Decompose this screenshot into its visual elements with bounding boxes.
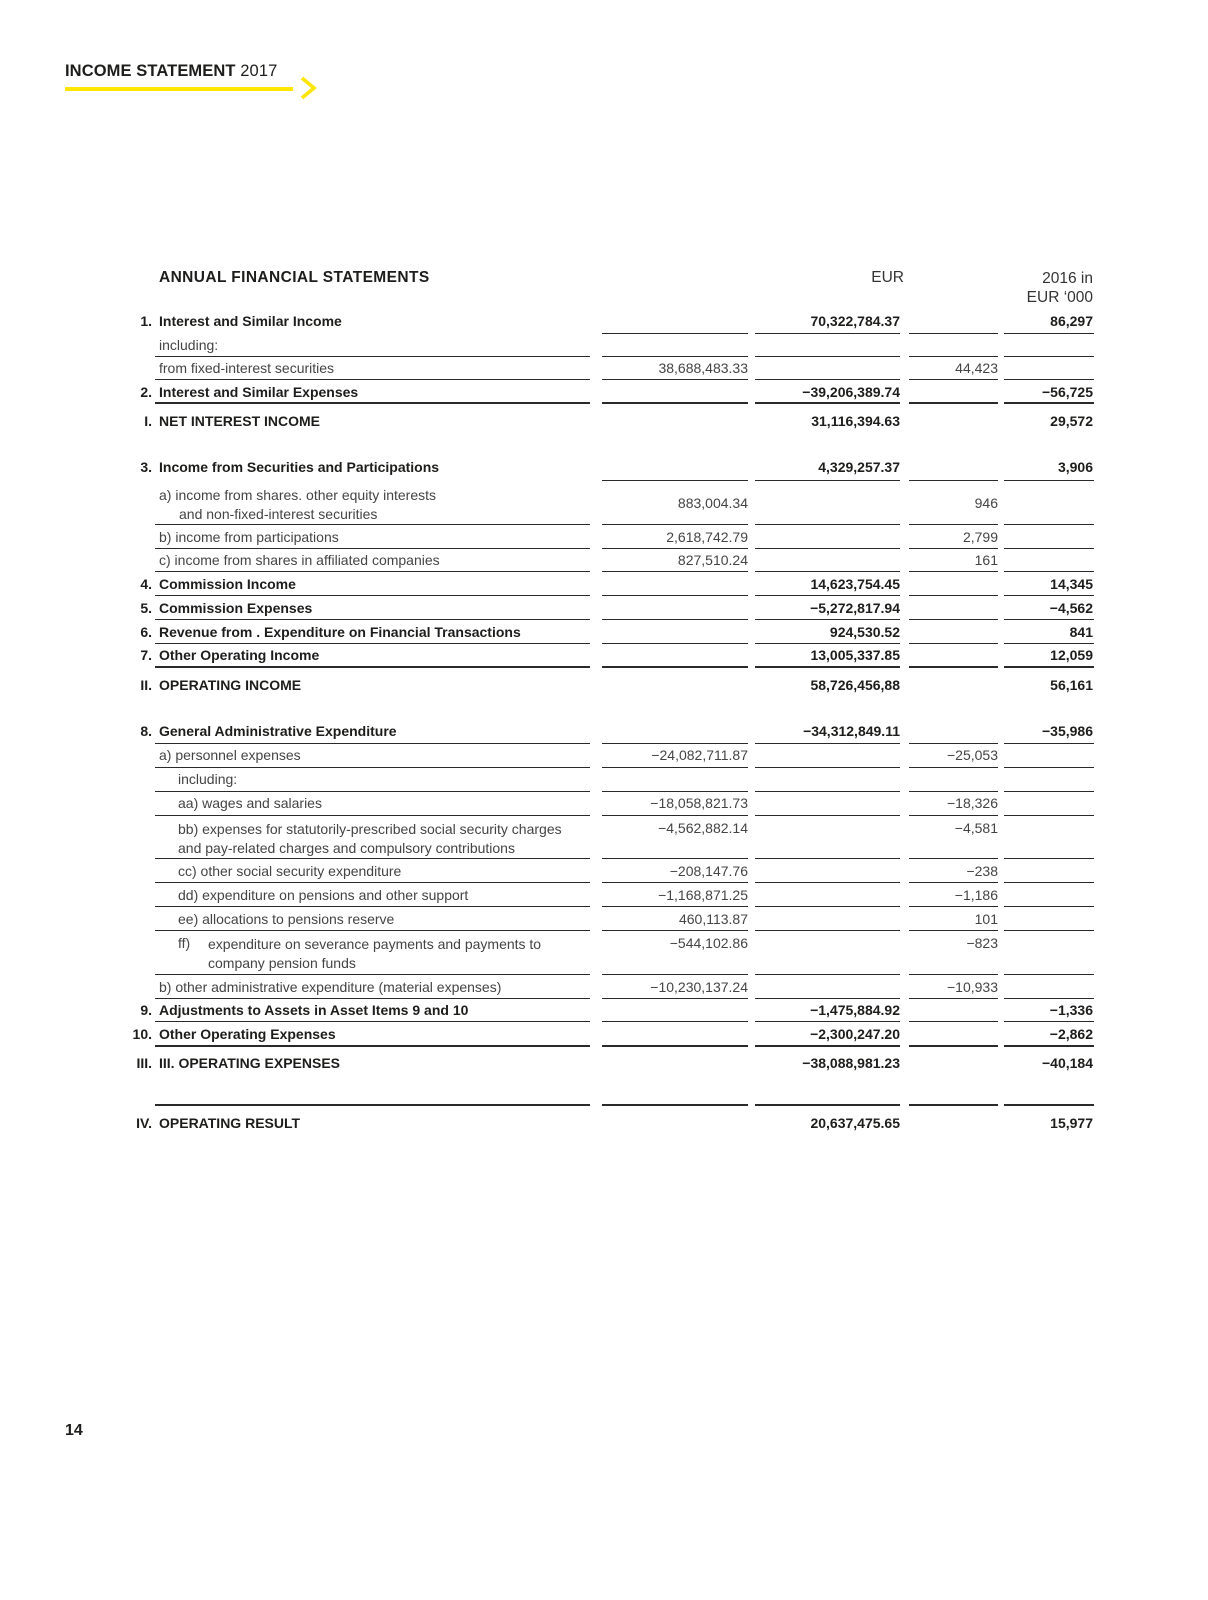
page-number: 14 [65, 1422, 83, 1439]
row-divider [602, 643, 748, 644]
row-divider [909, 743, 998, 744]
table-title: ANNUAL FINANCIAL STATEMENTS [159, 269, 430, 286]
row-divider [602, 548, 748, 549]
row-divider [755, 858, 900, 859]
row-divider [155, 356, 590, 357]
row-divider [1004, 974, 1094, 975]
row-divider [755, 815, 900, 816]
page-header [65, 62, 277, 81]
row-divider [755, 571, 900, 572]
row-divider [755, 333, 900, 334]
row-divider [1004, 379, 1094, 380]
row-divider [155, 666, 590, 668]
row-divider [155, 1045, 590, 1047]
row-divider [909, 666, 998, 668]
row-divider [1004, 858, 1094, 859]
row-divider [1004, 882, 1094, 883]
row-divider [1004, 356, 1094, 357]
row-divider [155, 379, 590, 380]
row-divider [602, 743, 748, 744]
row-divider [602, 356, 748, 357]
row-divider [155, 882, 590, 883]
row-divider [1004, 595, 1094, 596]
row-divider [155, 858, 590, 859]
row-divider [909, 595, 998, 596]
row-divider [1004, 1045, 1094, 1047]
row-divider [909, 815, 998, 816]
row-divider [155, 998, 590, 999]
row-divider [909, 356, 998, 357]
row-divider [155, 643, 590, 644]
row-divider [602, 379, 748, 380]
row-divider [155, 571, 590, 572]
row-divider [602, 906, 748, 907]
row-divider [909, 548, 998, 549]
row-divider [909, 998, 998, 999]
row-divider [602, 767, 748, 768]
row-divider [909, 974, 998, 975]
row-divider [755, 524, 900, 525]
row-divider [602, 402, 748, 404]
row-divider [755, 1021, 900, 1022]
row-divider [755, 906, 900, 907]
row-divider [909, 524, 998, 525]
row-divider [909, 379, 998, 380]
row-divider [755, 356, 900, 357]
row-divider [755, 402, 900, 404]
page-title: INCOME STATEMENT 2017 [65, 62, 278, 80]
row-divider [1004, 815, 1094, 816]
row-divider [909, 619, 998, 620]
row-divider [909, 402, 998, 404]
row-divider [755, 767, 900, 768]
row-divider [909, 767, 998, 768]
row-divider [155, 524, 590, 525]
row-divider [909, 858, 998, 859]
row-divider [909, 480, 998, 481]
row-divider [909, 1045, 998, 1047]
row-divider [1004, 643, 1094, 644]
row-divider [155, 1104, 590, 1106]
row-divider [1004, 524, 1094, 525]
row-divider [1004, 743, 1094, 744]
row-divider [1004, 767, 1094, 768]
row-divider [755, 480, 900, 481]
row-divider [1004, 548, 1094, 549]
row-divider [155, 815, 590, 816]
row-divider [755, 930, 900, 931]
row-divider [755, 743, 900, 744]
row-divider [755, 379, 900, 380]
row-divider [1004, 1021, 1094, 1022]
row-divider [1004, 480, 1094, 481]
row-divider [155, 743, 590, 744]
row-divider [755, 548, 900, 549]
row-divider [909, 1104, 998, 1106]
row-divider [1004, 998, 1094, 999]
row-divider [1004, 1104, 1094, 1106]
row-divider [155, 1021, 590, 1022]
row-divider [909, 1021, 998, 1022]
row-divider [602, 666, 748, 668]
row-divider [1004, 791, 1094, 792]
column-header-eur: EUR [871, 269, 904, 286]
row-divider [602, 333, 748, 334]
row-divider [602, 1045, 748, 1047]
row-divider [909, 882, 998, 883]
row-divider [755, 666, 900, 668]
row-divider [602, 1104, 748, 1106]
row-divider [1004, 571, 1094, 572]
row-divider [909, 791, 998, 792]
row-divider [602, 595, 748, 596]
row-divider [602, 998, 748, 999]
row-divider [755, 595, 900, 596]
row-divider [909, 571, 998, 572]
row-divider [602, 974, 748, 975]
row-divider [755, 791, 900, 792]
row-divider [755, 619, 900, 620]
column-header-prior-year: 2016 in EUR ‘000 [1026, 270, 1093, 306]
header-underline [65, 87, 293, 91]
row-divider [602, 882, 748, 883]
row-divider [602, 524, 748, 525]
row-divider [602, 480, 748, 481]
row-divider [909, 333, 998, 334]
row-divider [755, 1104, 900, 1106]
row-divider [755, 643, 900, 644]
row-divider [155, 595, 590, 596]
row-divider [1004, 930, 1094, 931]
row-divider [1004, 333, 1094, 334]
row-divider [602, 858, 748, 859]
row-divider [909, 930, 998, 931]
row-divider [155, 974, 590, 975]
row-divider [155, 791, 590, 792]
row-divider [155, 767, 590, 768]
row-divider [602, 815, 748, 816]
row-divider [909, 643, 998, 644]
arrow-right-icon [298, 76, 322, 100]
row-divider [602, 619, 748, 620]
row-divider [602, 791, 748, 792]
row-divider [155, 930, 590, 931]
row-divider [755, 998, 900, 999]
row-divider [1004, 402, 1094, 404]
row-divider [1004, 906, 1094, 907]
row-divider [1004, 666, 1094, 668]
row-divider [602, 571, 748, 572]
row-divider [155, 548, 590, 549]
row-divider [155, 906, 590, 907]
row-divider [602, 1021, 748, 1022]
row-divider [755, 882, 900, 883]
row-divider [602, 930, 748, 931]
row-divider [755, 1045, 900, 1047]
row-divider [1004, 619, 1094, 620]
row-divider [755, 974, 900, 975]
row-divider [909, 906, 998, 907]
row-divider [155, 619, 590, 620]
row-divider [155, 402, 590, 404]
